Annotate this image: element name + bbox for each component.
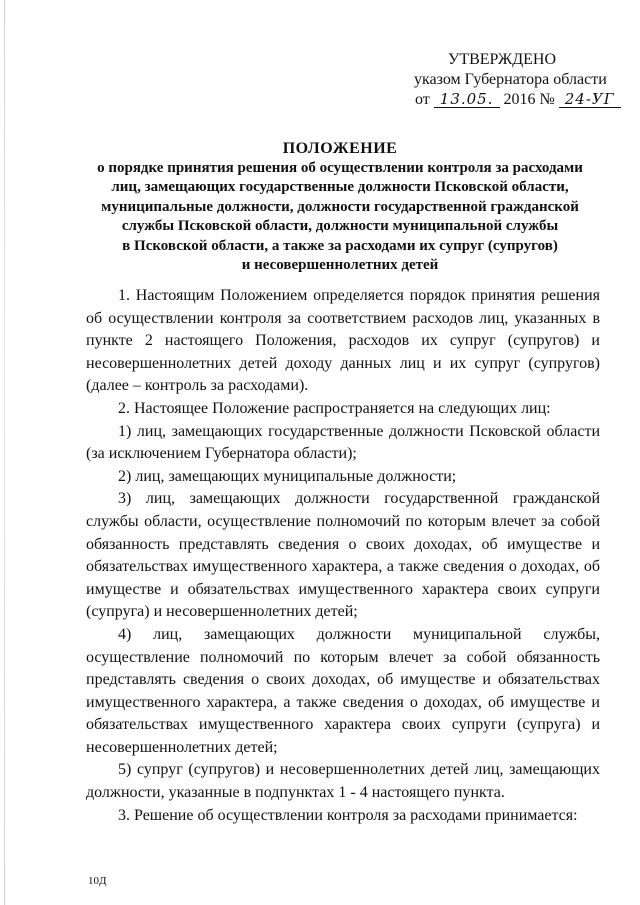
paragraph: 2. Настоящее Положение распространяется на следующих лиц: xyxy=(118,399,551,417)
title-line: муниципальные должности, должности государственной гражданской xyxy=(101,198,579,215)
handwritten-date: 13.05. xyxy=(434,92,500,108)
document-title xyxy=(80,139,600,276)
year-text: 2016 № xyxy=(503,91,555,108)
title-line: службы Псковской области, должности муниципальной службы xyxy=(121,218,559,234)
handwritten-number: 24-УГ xyxy=(559,92,621,108)
paragraph: 1) лиц, замещающих государственные должности Псковской области (за исключением Губернатора области); xyxy=(86,422,600,463)
title-line: о порядке принятия решения об осуществлении контроля за расходами xyxy=(97,159,583,176)
approved-label: УТВЕРЖДЕНО xyxy=(448,51,557,68)
page-code: 10Д xyxy=(88,875,107,887)
document-body xyxy=(86,285,600,827)
paragraph: 5) супруг (супругов) и несовершеннолетних детей лиц, замещающих должности, указанные в подпунктах 1 - 4 настоящего пункта. xyxy=(86,761,600,802)
approval-stamp xyxy=(370,50,615,110)
title-line: лиц, замещающих государственные должности Псковской области, xyxy=(111,179,569,195)
paragraph: 1. Настоящим Положением определяется порядок принятия решения об осуществлении контроля за соответствием расходов лиц, указанных в пункте 2 настоящего Положения, расходов их супруг (супругов) и несовершеннолетних детей доходу данных лиц и их супруг (супругов) (далее – контроль за расходами). xyxy=(86,287,600,395)
paragraph: 4) лиц, замещающих должности муниципальной службы, осуществление полномочий по которым влечет за собой обязанность представлять сведения о своих доходах, об имуществе и обязательствах имущественного характера, а также сведения о доходах, об имуществе и обязательствах имущественного характера своих супруги (супруга) и несовершеннолетних детей; xyxy=(86,625,600,756)
decree-date-line xyxy=(370,90,615,110)
title-line: в Псковской области, а также за расходами их супруг (супругов) xyxy=(122,237,558,254)
date-prefix: от xyxy=(415,91,430,108)
title-line: и несовершеннолетних детей xyxy=(241,257,439,273)
scan-edge xyxy=(4,0,5,905)
paragraph: 3) лиц, замещающих должности государственной гражданской службы области, осуществление полномочий по которым влечет за собой обязанность представлять сведения о своих доходах, об имуществе и обязательствах имущественного характера, а также сведения о доходах, об имуществе и обязательствах имущественного характера своих супруги (супруга) и несовершеннолетних детей; xyxy=(86,490,600,621)
decree-label: указом Губернатора области xyxy=(414,71,607,88)
paragraph: 2) лиц, замещающих муниципальные должности; xyxy=(118,467,457,485)
paragraph: 3. Решение об осуществлении контроля за расходами принимается: xyxy=(118,806,578,824)
title-heading: ПОЛОЖЕНИЕ xyxy=(282,140,398,157)
